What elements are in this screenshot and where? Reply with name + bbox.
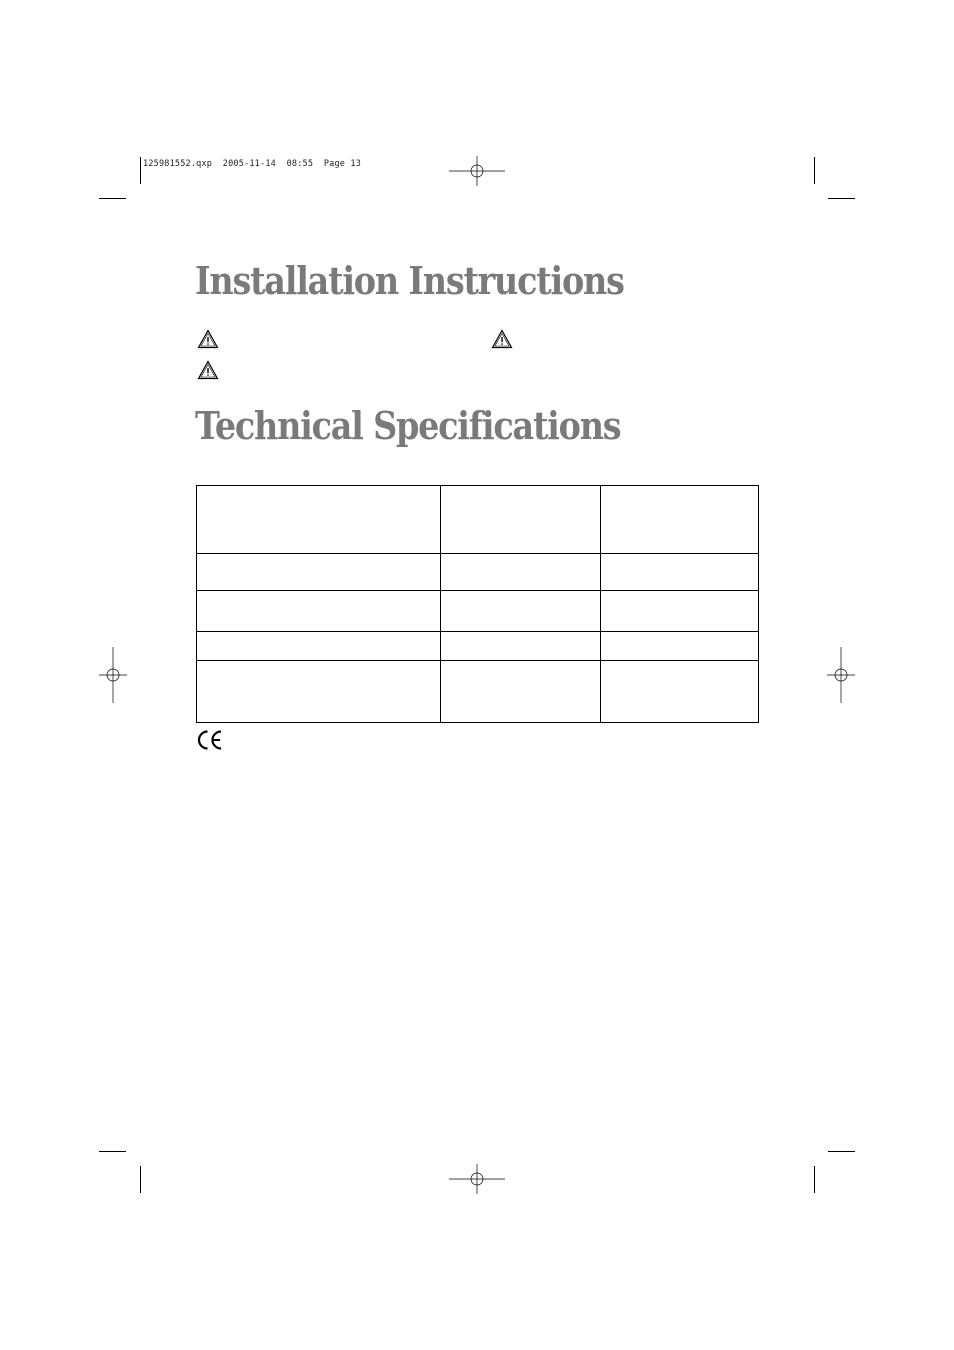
print-slug bbox=[143, 159, 361, 169]
crop-mark-top-left-horizontal bbox=[99, 198, 126, 199]
table-cell bbox=[441, 661, 601, 723]
warning-triangle-icon bbox=[491, 329, 513, 349]
warning-triangle-icon bbox=[197, 329, 219, 349]
registration-mark-icon bbox=[449, 1164, 505, 1194]
slug-file: 125981552.qxp bbox=[143, 159, 213, 169]
crop-mark-top-right-horizontal bbox=[828, 198, 855, 199]
slug-time: 08:55 bbox=[286, 159, 314, 169]
table-cell bbox=[197, 591, 441, 632]
table-cell bbox=[441, 486, 601, 554]
installation-heading: Installation Instructions bbox=[195, 258, 624, 303]
table-cell bbox=[441, 591, 601, 632]
crop-mark-bottom-right-vertical bbox=[814, 1166, 815, 1193]
table-cell bbox=[197, 554, 441, 591]
table-cell bbox=[197, 486, 441, 554]
table-row bbox=[197, 632, 759, 661]
table-cell bbox=[441, 554, 601, 591]
table-row bbox=[197, 486, 759, 554]
table-cell bbox=[197, 661, 441, 723]
table-cell bbox=[601, 486, 759, 554]
table-cell bbox=[601, 632, 759, 661]
table-row bbox=[197, 661, 759, 723]
table-cell bbox=[601, 591, 759, 632]
table-cell bbox=[441, 632, 601, 661]
table-cell bbox=[197, 632, 441, 661]
crop-mark-bottom-left-vertical bbox=[140, 1166, 141, 1193]
slug-page: Page 13 bbox=[323, 159, 362, 169]
warning-triangle-icon bbox=[197, 360, 219, 380]
crop-mark-top-right-vertical bbox=[814, 157, 815, 184]
slug-date: 2005-11-14 bbox=[222, 159, 276, 169]
ce-mark-icon bbox=[196, 729, 224, 751]
crop-mark-bottom-right-horizontal bbox=[828, 1151, 855, 1152]
technical-heading: Technical Specifications bbox=[195, 403, 621, 448]
spec-table bbox=[196, 485, 759, 723]
table-cell bbox=[601, 554, 759, 591]
table-row bbox=[197, 591, 759, 632]
table-row bbox=[197, 554, 759, 591]
registration-mark-icon bbox=[827, 647, 855, 703]
registration-mark-icon bbox=[99, 647, 127, 703]
registration-mark-icon bbox=[449, 156, 505, 186]
table-cell bbox=[601, 661, 759, 723]
crop-mark-top-left-vertical bbox=[140, 157, 141, 184]
crop-mark-bottom-left-horizontal bbox=[99, 1151, 126, 1152]
